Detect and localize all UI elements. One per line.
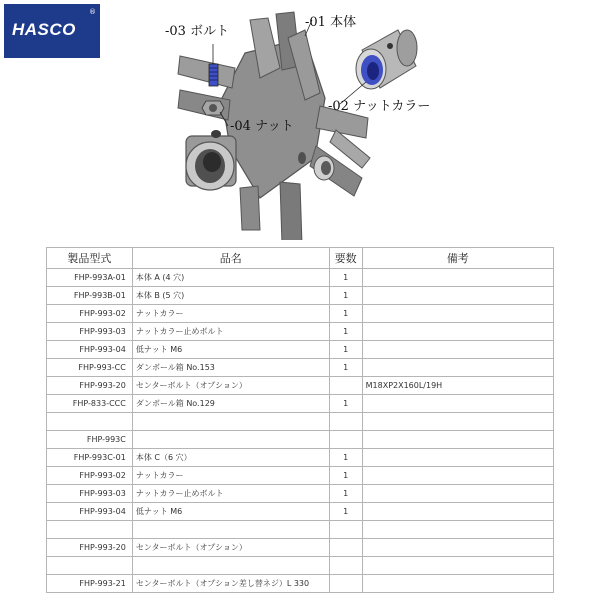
cell-name: ダンボール箱 No.153 — [132, 359, 329, 377]
table-row — [47, 431, 554, 449]
cell-remarks: M18XP2X160L/19H — [362, 377, 553, 395]
cell-qty — [329, 521, 362, 539]
cell-remarks — [362, 269, 553, 287]
table-header-row — [47, 248, 554, 269]
cell-model: FHP-993-03 — [47, 485, 133, 503]
cell-remarks — [362, 305, 553, 323]
parts-diagram — [140, 8, 470, 240]
cell-name: 本体 A (4 穴) — [132, 269, 329, 287]
cell-name: 低ナット M6 — [132, 341, 329, 359]
cell-model — [47, 521, 133, 539]
callout-bolt: -03 ボルト — [165, 24, 230, 39]
cell-model: FHP-993-20 — [47, 539, 133, 557]
cell-name: センターボルト（オプション） — [132, 539, 329, 557]
cell-qty — [329, 539, 362, 557]
table-row — [47, 305, 554, 323]
cell-qty: 1 — [329, 341, 362, 359]
table-row — [47, 485, 554, 503]
cell-qty — [329, 377, 362, 395]
cell-qty: 1 — [329, 485, 362, 503]
header-name: 品名 — [132, 248, 329, 269]
cell-name — [132, 521, 329, 539]
table-row — [47, 269, 554, 287]
cell-remarks — [362, 575, 553, 593]
logo-registered-mark: ® — [89, 8, 96, 16]
callout-body: -01 本体 — [305, 15, 357, 30]
cell-qty — [329, 557, 362, 575]
cell-name: センターボルト（オプション差し替ネジ）L 330 — [132, 575, 329, 593]
cell-name: ナットカラー止めボルト — [132, 485, 329, 503]
table-row — [47, 539, 554, 557]
table-row — [47, 467, 554, 485]
cell-name: ナットカラー — [132, 467, 329, 485]
cell-model: FHP-993-04 — [47, 503, 133, 521]
cell-remarks — [362, 467, 553, 485]
callout-nut: -04 ナット — [230, 119, 294, 134]
cell-remarks — [362, 287, 553, 305]
bolt-part — [209, 64, 218, 86]
table-row — [47, 503, 554, 521]
table-row — [47, 359, 554, 377]
cell-name: ダンボール箱 No.129 — [132, 395, 329, 413]
cell-remarks — [362, 413, 553, 431]
cell-model: FHP-993C — [47, 431, 133, 449]
cell-qty: 1 — [329, 359, 362, 377]
cell-name: センターボルト（オプション） — [132, 377, 329, 395]
cell-qty: 1 — [329, 449, 362, 467]
header-qty: 要数 — [329, 248, 362, 269]
cell-remarks — [362, 539, 553, 557]
cell-model: FHP-993-03 — [47, 323, 133, 341]
cell-model: FHP-993-21 — [47, 575, 133, 593]
table-row — [47, 413, 554, 431]
cell-remarks — [362, 359, 553, 377]
logo-text: HASCO — [12, 20, 76, 39]
cell-model: FHP-993-20 — [47, 377, 133, 395]
cell-qty: 1 — [329, 467, 362, 485]
table-row — [47, 449, 554, 467]
table-row — [47, 521, 554, 539]
cell-qty — [329, 431, 362, 449]
cell-name — [132, 557, 329, 575]
cell-remarks — [362, 449, 553, 467]
cell-qty: 1 — [329, 269, 362, 287]
nut-collar-part — [356, 30, 417, 89]
cell-name: 本体 C（6 穴） — [132, 449, 329, 467]
cell-name: ナットカラー — [132, 305, 329, 323]
cell-remarks — [362, 503, 553, 521]
cell-remarks — [362, 521, 553, 539]
cell-qty: 1 — [329, 287, 362, 305]
table-row — [47, 575, 554, 593]
cell-remarks — [362, 395, 553, 413]
hasco-logo — [4, 4, 100, 58]
parts-table — [46, 247, 554, 593]
callout-nut-collar: -02 ナットカラー — [328, 99, 431, 114]
cell-remarks — [362, 557, 553, 575]
cell-name: ナットカラー止めボルト — [132, 323, 329, 341]
table-row — [47, 557, 554, 575]
cell-qty: 1 — [329, 395, 362, 413]
cell-remarks — [362, 341, 553, 359]
cell-model — [47, 557, 133, 575]
cell-name — [132, 431, 329, 449]
cell-name: 低ナット M6 — [132, 503, 329, 521]
cell-model: FHP-993-02 — [47, 305, 133, 323]
cell-model: FHP-993-CC — [47, 359, 133, 377]
table-row — [47, 287, 554, 305]
cell-qty: 1 — [329, 323, 362, 341]
cell-model: FHP-993-04 — [47, 341, 133, 359]
table-row — [47, 323, 554, 341]
cell-remarks — [362, 485, 553, 503]
cell-model — [47, 413, 133, 431]
table-row — [47, 377, 554, 395]
cell-qty: 1 — [329, 503, 362, 521]
cell-qty: 1 — [329, 305, 362, 323]
cell-qty — [329, 413, 362, 431]
header-remarks: 備考 — [362, 248, 553, 269]
table-row — [47, 395, 554, 413]
cell-remarks — [362, 431, 553, 449]
cell-qty — [329, 575, 362, 593]
cell-model: FHP-993C-01 — [47, 449, 133, 467]
cell-model: FHP-993-02 — [47, 467, 133, 485]
header-model: 製品型式 — [47, 248, 133, 269]
cell-name — [132, 413, 329, 431]
cell-name: 本体 B (5 穴) — [132, 287, 329, 305]
table-row — [47, 341, 554, 359]
cell-model: FHP-993B-01 — [47, 287, 133, 305]
cell-remarks — [362, 323, 553, 341]
cell-model: FHP-993A-01 — [47, 269, 133, 287]
cell-model: FHP-833-CCC — [47, 395, 133, 413]
